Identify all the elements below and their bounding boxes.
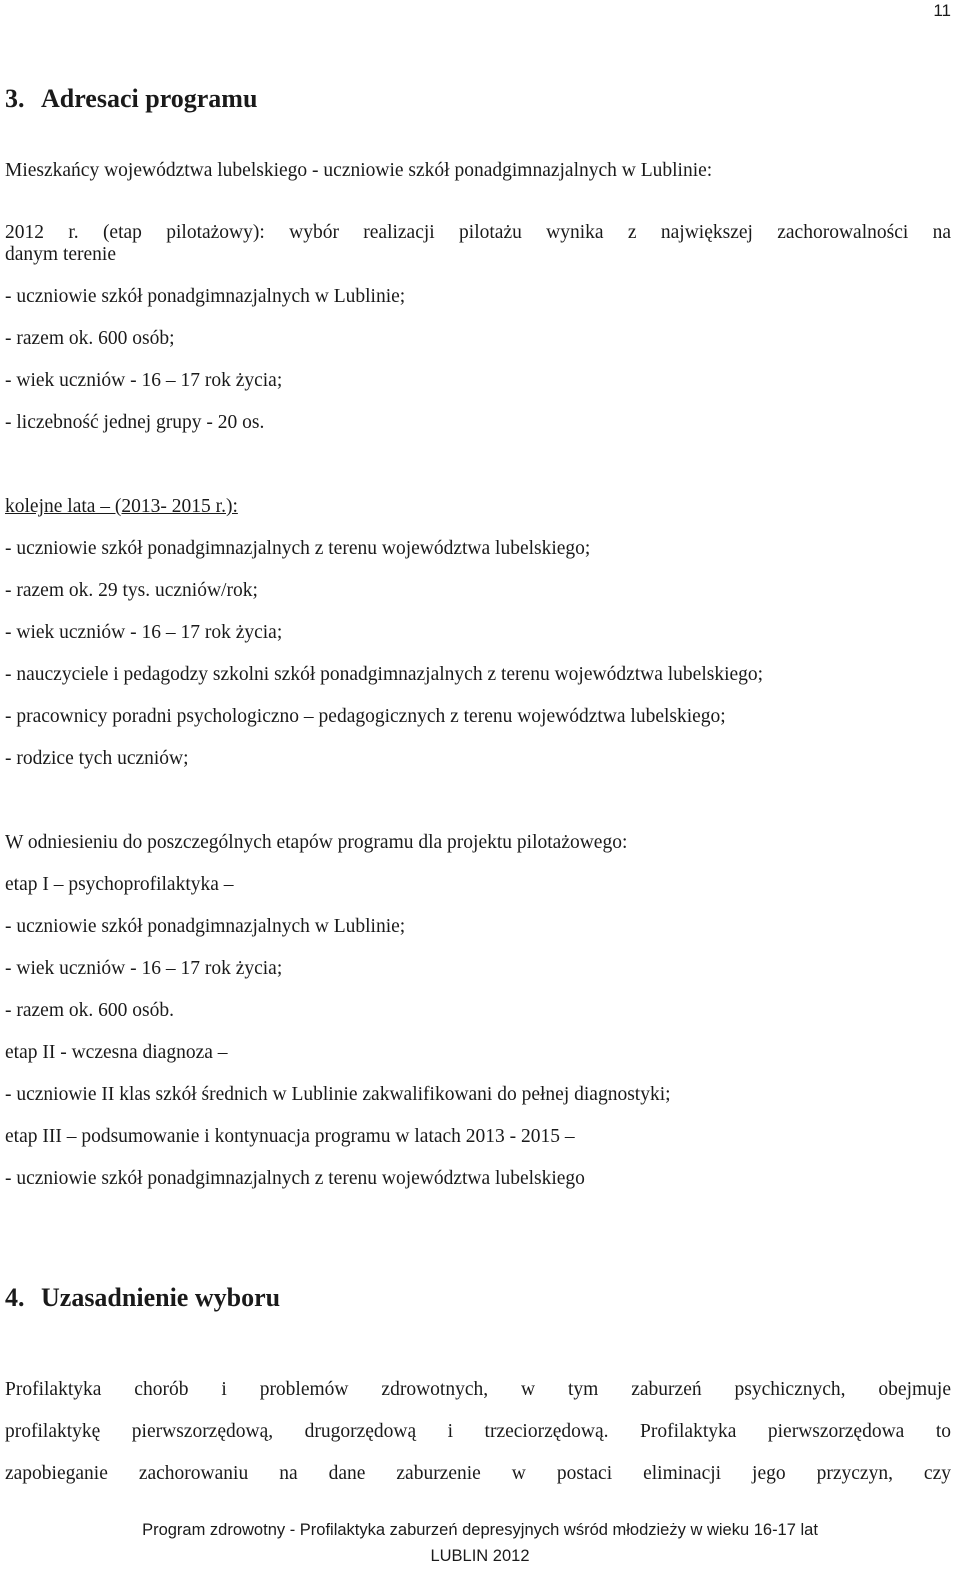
list-item: - wiek uczniów - 16 – 17 rok życia;	[5, 370, 283, 391]
list-item: - wiek uczniów - 16 – 17 rok życia;	[5, 622, 283, 643]
list-item: - razem ok. 600 osób.	[5, 1000, 174, 1021]
paragraph-line: profilaktykę pierwszorzędową, drugorzędową i trzeciorzędową. Profilaktyka pierwszorzędowa to	[5, 1420, 951, 1442]
list-item: - rodzice tych uczniów;	[5, 748, 189, 769]
stages-intro: W odniesieniu do poszczególnych etapów programu dla projektu pilotażowego:	[5, 832, 628, 853]
section-3-number: 3.	[5, 84, 25, 113]
list-item: - nauczyciele i pedagodzy szkolni szkół ponadgimnazjalnych z terenu województwa lubelskiego;	[5, 664, 764, 685]
paragraph-line: zapobieganie zachorowaniu na dane zaburzenie w postaci eliminacji jego przyczyn, czy	[5, 1462, 951, 1484]
section-3-heading	[5, 82, 257, 116]
stage-heading: etap II - wczesna diagnoza –	[5, 1042, 228, 1063]
stage-heading: etap III – podsumowanie i kontynuacja programu w latach 2013 - 2015 –	[5, 1126, 575, 1147]
later-years-heading: kolejne lata – (2013- 2015 r.):	[5, 496, 238, 517]
paragraph-line: 2012 r. (etap pilotażowy): wybór realizacji pilotażu wynika z największej zachorowalności na	[5, 221, 951, 243]
stage-heading: etap I – psychoprofilaktyka –	[5, 874, 234, 895]
paragraph-line: Profilaktyka chorób i problemów zdrowotnych, w tym zaburzeń psychicznych, obejmuje	[5, 1378, 951, 1400]
footer-title: Program zdrowotny - Profilaktyka zaburzeń depresyjnych wśród młodzieży w wieku 16-17 lat	[142, 1521, 818, 1539]
list-item: - wiek uczniów - 16 – 17 rok życia;	[5, 958, 283, 979]
list-item: - uczniowie szkół ponadgimnazjalnych w Lublinie;	[5, 916, 406, 937]
list-item: - pracownicy poradni psychologiczno – pedagogicznych z terenu województwa lubelskiego;	[5, 706, 726, 727]
list-item: - uczniowie II klas szkół średnich w Lublinie zakwalifikowani do pełnej diagnostyki;	[5, 1084, 671, 1105]
list-item: - uczniowie szkół ponadgimnazjalnych z terenu województwa lubelskiego;	[5, 538, 591, 559]
paragraph-line: Mieszkańcy województwa lubelskiego - uczniowie szkół ponadgimnazjalnych w Lublinie:	[5, 160, 713, 181]
list-item: - uczniowie szkół ponadgimnazjalnych w Lublinie;	[5, 286, 406, 307]
section-3-title: Adresaci programu	[41, 84, 258, 113]
list-item: - razem ok. 600 osób;	[5, 328, 175, 349]
list-item: - liczebność jednej grupy - 20 os.	[5, 412, 265, 433]
list-item: - uczniowie szkół ponadgimnazjalnych z terenu województwa lubelskiego	[5, 1168, 585, 1189]
section-4-heading	[5, 1281, 280, 1315]
section-4-title: Uzasadnienie wyboru	[41, 1283, 281, 1312]
section-4-number: 4.	[5, 1283, 25, 1312]
footer-city-year: LUBLIN 2012	[430, 1547, 530, 1565]
page-number: 11	[933, 1, 951, 20]
paragraph-line: danym terenie	[5, 244, 116, 265]
list-item: - razem ok. 29 tys. uczniów/rok;	[5, 580, 258, 601]
